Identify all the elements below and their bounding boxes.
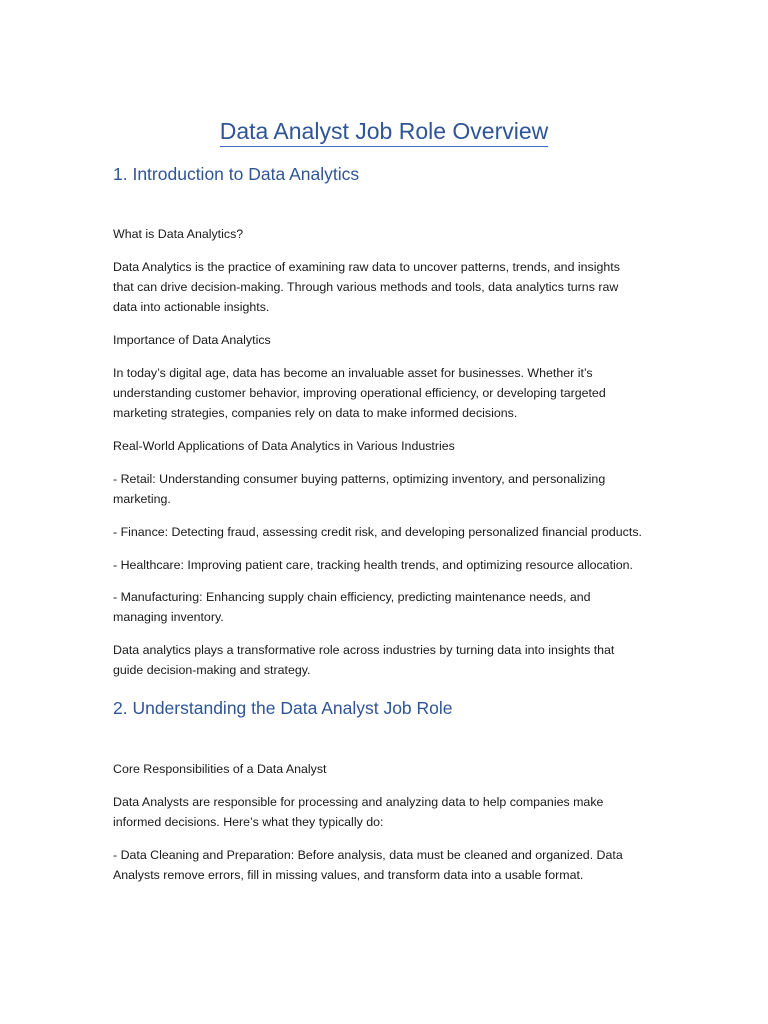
subheading-importance: Importance of Data Analytics: [113, 333, 271, 347]
bullet-retail-line-2: marketing.: [113, 492, 171, 506]
paragraph-importance-line-2: understanding customer behavior, improving operational efficiency, or developing targeted: [113, 386, 606, 400]
paragraph-importance-line-1: In today’s digital age, data has become an invaluable asset for businesses. Whether it’s: [113, 366, 593, 380]
paragraph-core-line-1: Data Analysts are responsible for processing and analyzing data to help companies make: [113, 795, 604, 809]
paragraph-core-line-2: informed decisions. Here’s what they typically do:: [113, 815, 384, 829]
paragraph-summary-line-1: Data analytics plays a transformative role across industries by turning data into insights that: [113, 643, 615, 657]
paragraph-what-line-1: Data Analytics is the practice of examining raw data to uncover patterns, trends, and insights: [113, 260, 620, 274]
subheading-what-is-data-analytics: What is Data Analytics?: [113, 227, 244, 241]
bullet-finance: - Finance: Detecting fraud, assessing credit risk, and developing personalized financial products.: [113, 525, 642, 539]
bullet-retail-line-1: - Retail: Understanding consumer buying patterns, optimizing inventory, and personalizing: [113, 472, 606, 486]
subheading-core-responsibilities: Core Responsibilities of a Data Analyst: [113, 762, 327, 776]
paragraph-importance-line-3: marketing strategies, companies rely on data to make informed decisions.: [113, 406, 518, 420]
bullet-manufacturing-line-1: - Manufacturing: Enhancing supply chain efficiency, predicting maintenance needs, and: [113, 590, 591, 604]
bullet-manufacturing-line-2: managing inventory.: [113, 610, 224, 624]
document-title-text: Data Analyst Job Role Overview: [220, 116, 549, 147]
section-2-heading: 2. Understanding the Data Analyst Job Role: [113, 698, 453, 718]
paragraph-what-line-2: that can drive decision-making. Through various methods and tools, data analytics turns raw: [113, 280, 619, 294]
bullet-healthcare: - Healthcare: Improving patient care, tracking health trends, and optimizing resource allocation.: [113, 558, 633, 572]
document-title: [0, 114, 768, 148]
paragraph-summary-line-2: guide decision-making and strategy.: [113, 663, 311, 677]
paragraph-what-line-3: data into actionable insights.: [113, 300, 270, 314]
bullet-data-cleaning-line-2: Analysts remove errors, fill in missing values, and transform data into a usable format.: [113, 868, 584, 882]
section-1-heading: 1. Introduction to Data Analytics: [113, 164, 360, 184]
subheading-applications: Real-World Applications of Data Analytics in Various Industries: [113, 439, 455, 453]
bullet-data-cleaning-line-1: - Data Cleaning and Preparation: Before analysis, data must be cleaned and organized. Data: [113, 848, 623, 862]
